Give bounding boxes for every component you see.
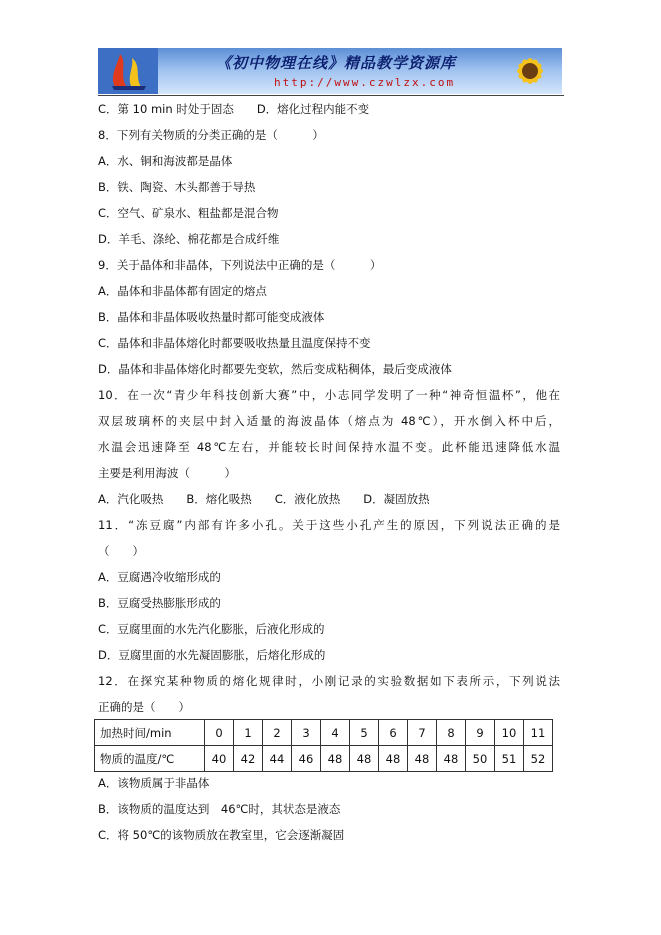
- q11-option-c: C．豆腐里面的水先汽化膨胀，后液化形成的: [98, 622, 325, 636]
- q9-option-d: D．晶体和非晶体熔化时都要先变软，然后变成粘稠体，最后变成液体: [98, 362, 452, 376]
- question-10-line-1: 10．在一次“青少年科技创新大赛”中，小志同学发明了一种“神奇恒温杯”，他在: [98, 388, 560, 402]
- table-cell: 51: [495, 746, 524, 772]
- q11-option-d: D．豆腐里面的水先凝固膨胀，后熔化形成的: [98, 648, 326, 662]
- table-cell: 1: [234, 720, 263, 746]
- question-12-line-1: 12．在探究某种物质的熔化规律时，小刚记录的实验数据如下表所示，下列说法: [98, 674, 560, 688]
- table-cell: 9: [466, 720, 495, 746]
- q9-option-a: A．晶体和非晶体都有固定的熔点: [98, 284, 267, 298]
- q12-option-a: A．该物质属于非晶体: [98, 776, 210, 790]
- question-10-line-4: 主要是利用海波（ ）: [98, 466, 236, 480]
- sunflower-icon: [502, 49, 558, 93]
- table-cell: 48: [408, 746, 437, 772]
- question-11-line-2: （ ）: [98, 544, 144, 558]
- logo-icon: [98, 48, 158, 94]
- table-cell: 10: [495, 720, 524, 746]
- table-cell: 46: [292, 746, 321, 772]
- row-label-time: 加热时间/min: [95, 720, 205, 746]
- question-10-line-3: 水温会迅速降至 48℃左右，并能较长时间保持水温不变。此杯能迅速降低水温: [98, 440, 560, 454]
- question-10-line-2: 双层玻璃杯的夹层中封入适量的海波晶体（熔点为 48℃），开水倒入杯中后，: [98, 414, 560, 428]
- question-11-line-1: 11．“冻豆腐”内部有许多小孔。关于这些小孔产生的原因，下列说法正确的是: [98, 518, 560, 532]
- table-cell: 6: [379, 720, 408, 746]
- table-cell: 3: [292, 720, 321, 746]
- data-table: [94, 719, 553, 772]
- table-cell: 48: [379, 746, 408, 772]
- table-cell: 40: [205, 746, 234, 772]
- table-cell: 48: [437, 746, 466, 772]
- q9-option-c: C．晶体和非晶体熔化时都要吸收热量且温度保持不变: [98, 336, 371, 350]
- table-cell: 50: [466, 746, 495, 772]
- q11-option-b: B．豆腐受热膨胀形成的: [98, 596, 221, 610]
- table-cell: 4: [321, 720, 350, 746]
- option-c-prev: C．第 10 min 时处于固态 D．熔化过程内能不变: [98, 102, 370, 116]
- header-banner: [98, 48, 562, 94]
- table-cell: 52: [524, 746, 553, 772]
- q8-option-b: B．铁、陶瓷、木头都善于导热: [98, 180, 256, 194]
- row-label-temperature: 物质的温度/℃: [95, 746, 205, 772]
- table-cell: 42: [234, 746, 263, 772]
- q11-option-a: A．豆腐遇冷收缩形成的: [98, 570, 221, 584]
- q12-option-c: C．将 50℃的该物质放在教室里，它会逐渐凝固: [98, 828, 345, 842]
- table-cell: 0: [205, 720, 234, 746]
- table-cell: 11: [524, 720, 553, 746]
- table-cell: 7: [408, 720, 437, 746]
- table-row-temperature: [95, 746, 553, 772]
- header-rule: [98, 95, 564, 96]
- question-8: 8．下列有关物质的分类正确的是（ ）: [98, 128, 324, 142]
- question-9: 9．关于晶体和非晶体，下列说法中正确的是（ ）: [98, 258, 382, 272]
- banner-title: 《初中物理在线》精品教学资源库: [216, 54, 457, 72]
- table-cell: 8: [437, 720, 466, 746]
- q8-option-d: D．羊毛、涤纶、棉花都是合成纤维: [98, 232, 280, 246]
- q10-options: A．汽化吸热 B．熔化吸热 C．液化放热 D．凝固放热: [98, 492, 430, 506]
- q9-option-b: B．晶体和非晶体吸收热量时都可能变成液体: [98, 310, 325, 324]
- table-row-time: [95, 720, 553, 746]
- q8-option-a: A．水、铜和海波都是晶体: [98, 154, 233, 168]
- q8-option-c: C．空气、矿泉水、粗盐都是混合物: [98, 206, 279, 220]
- table-cell: 44: [263, 746, 292, 772]
- banner-url: http://www.czwlzx.com: [274, 76, 456, 89]
- table-cell: 48: [350, 746, 379, 772]
- table-cell: 48: [321, 746, 350, 772]
- table-cell: 2: [263, 720, 292, 746]
- table-cell: 5: [350, 720, 379, 746]
- q12-option-b: B．该物质的温度达到 46℃时，其状态是液态: [98, 802, 341, 816]
- question-12-line-2: 正确的是（ ）: [98, 700, 190, 714]
